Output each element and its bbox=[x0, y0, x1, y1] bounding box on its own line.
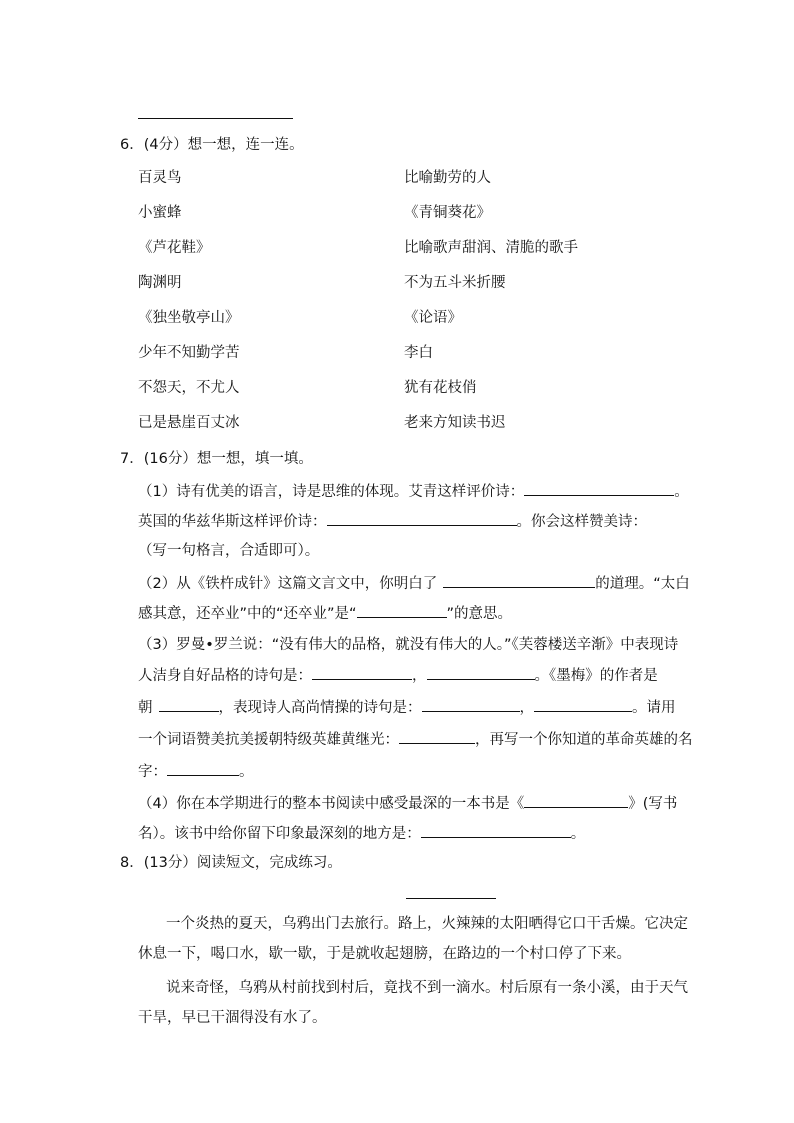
answer-blank[interactable] bbox=[312, 665, 412, 680]
answer-line-top bbox=[138, 118, 293, 119]
q6-left-item: 《独坐敬亭山》 bbox=[138, 310, 240, 326]
q7-p1-text-b: 英国的华兹华斯这样评价诗： bbox=[138, 514, 327, 530]
q6-right-item: 犹有花枝俏 bbox=[404, 380, 477, 396]
q7-part3-line2 bbox=[138, 665, 658, 686]
q7-part4-line1 bbox=[138, 793, 677, 814]
q7-p1-text-a: （1）诗有优美的语言，诗是思维的体现。艾青这样评价诗： bbox=[138, 484, 525, 500]
q7-p3-text-e-end: 。 bbox=[239, 764, 254, 780]
q7-part1-line2 bbox=[138, 511, 647, 532]
q7-p1-text-a-end: 。 bbox=[674, 484, 689, 500]
q7-part1-line3: （写一句格言，合适即可）。 bbox=[138, 543, 320, 559]
passage-title-blank[interactable] bbox=[406, 898, 496, 899]
q6-left-item: 小蜜蜂 bbox=[138, 205, 182, 221]
q8-heading: 8．(13分）阅读短文，完成练习。 bbox=[120, 855, 342, 871]
answer-blank[interactable] bbox=[443, 573, 595, 588]
q7-part3-line3 bbox=[138, 697, 676, 718]
answer-blank[interactable] bbox=[422, 697, 520, 712]
answer-blank[interactable] bbox=[534, 697, 632, 712]
q7-p4-text-b-end: 。 bbox=[570, 826, 586, 842]
answer-blank[interactable] bbox=[167, 761, 239, 776]
answer-blank[interactable] bbox=[159, 697, 219, 712]
q6-left-item: 《芦花鞋》 bbox=[138, 240, 211, 256]
answer-blank[interactable] bbox=[524, 793, 628, 808]
q7-part3-line5 bbox=[138, 761, 254, 782]
q8-para2-line2: 干旱，早已干涸得没有水了。 bbox=[138, 1010, 327, 1026]
answer-blank[interactable] bbox=[399, 729, 475, 744]
q7-p2-text-a-end: 的道理。“太白 bbox=[595, 576, 690, 592]
q7-p2-text-b-end: ”的意思。 bbox=[446, 606, 513, 622]
q7-p3-text-e: 字： bbox=[138, 764, 167, 780]
answer-blank[interactable] bbox=[421, 823, 571, 838]
q7-p4-text-a: （4）你在本学期进行的整本书阅读中感受最深的一本书是《 bbox=[138, 796, 525, 812]
q7-part1-line1 bbox=[138, 481, 689, 502]
q6-left-item: 已是悬崖百丈冰 bbox=[138, 415, 240, 431]
q6-heading: 6．(4分）想一想，连一连。 bbox=[120, 137, 304, 153]
q6-right-item: 比喻勤劳的人 bbox=[404, 170, 491, 186]
q7-part4-line2 bbox=[138, 823, 585, 844]
q7-p3-text-b: 人洁身自好品格的诗句是： bbox=[138, 668, 312, 684]
answer-blank[interactable] bbox=[524, 481, 674, 496]
q7-p3-text-b-end: 。《墨梅》的作者是 bbox=[534, 668, 658, 684]
q6-left-item: 百灵鸟 bbox=[138, 170, 182, 186]
q6-left-item: 不怨天，不尤人 bbox=[138, 380, 240, 396]
q7-p4-text-a-end: 》(写书 bbox=[628, 796, 678, 812]
q7-part3-line1: （3）罗曼•罗兰说：“没有伟大的品格，就没有伟大的人。”《芙蓉楼送辛渐》中表现诗 bbox=[138, 637, 679, 653]
q7-p3-text-c-comma: ， bbox=[519, 700, 534, 716]
q7-p3-text-d-end: ，再写一个你知道的革命英雄的名 bbox=[475, 732, 693, 748]
q7-p3-text-b-mid: ， bbox=[412, 668, 427, 684]
q7-part2-line2 bbox=[138, 603, 512, 624]
q6-right-item: 李白 bbox=[404, 345, 433, 361]
q6-right-item: 比喻歌声甜润、清脆的歌手 bbox=[404, 240, 578, 256]
answer-blank[interactable] bbox=[327, 511, 517, 526]
q7-part2-line1 bbox=[138, 573, 690, 594]
q6-left-item: 陶渊明 bbox=[138, 275, 182, 291]
q7-p1-text-b-end: 。你会这样赞美诗： bbox=[516, 514, 647, 530]
q7-p3-text-c-mid: ，表现诗人高尚情操的诗句是： bbox=[218, 700, 422, 716]
q6-right-item: 《青铜葵花》 bbox=[404, 205, 491, 221]
q7-p2-text-a: （2）从《铁杵成针》这篇文言文中，你明白了 bbox=[138, 576, 438, 592]
q6-right-item: 《论语》 bbox=[404, 310, 462, 326]
answer-blank[interactable] bbox=[427, 665, 535, 680]
q7-p3-text-c: 朝 bbox=[138, 700, 153, 716]
q8-para1-line1: 一个炎热的夏天，乌鸦出门去旅行。路上，火辣辣的太阳晒得它口干舌燥。它决定 bbox=[166, 916, 688, 932]
q7-p3-text-c-end: 。请用 bbox=[632, 700, 676, 716]
q7-p2-text-b: 感其意，还卒业”中的“还卒业”是“ bbox=[138, 606, 357, 622]
q7-heading: 7．(16分）想一想，填一填。 bbox=[120, 451, 313, 467]
q6-right-item: 不为五斗米折腰 bbox=[404, 275, 506, 291]
q8-para2-line1: 说来奇怪，乌鸦从村前找到村后，竟找不到一滴水。村后原有一条小溪，由于天气 bbox=[166, 980, 688, 996]
q6-right-item: 老来方知读书迟 bbox=[404, 415, 506, 431]
q7-p3-text-d: 一个词语赞美抗美援朝特级英雄黄继光： bbox=[138, 732, 399, 748]
q7-part3-line4 bbox=[138, 729, 693, 750]
q8-para1-line2: 休息一下，喝口水，歇一歇，于是就收起翅膀，在路边的一个村口停了下来。 bbox=[138, 946, 631, 962]
q7-p4-text-b: 名）。该书中给你留下印象最深刻的地方是： bbox=[138, 826, 421, 842]
answer-blank[interactable] bbox=[357, 603, 447, 618]
q6-left-item: 少年不知勤学苦 bbox=[138, 345, 240, 361]
